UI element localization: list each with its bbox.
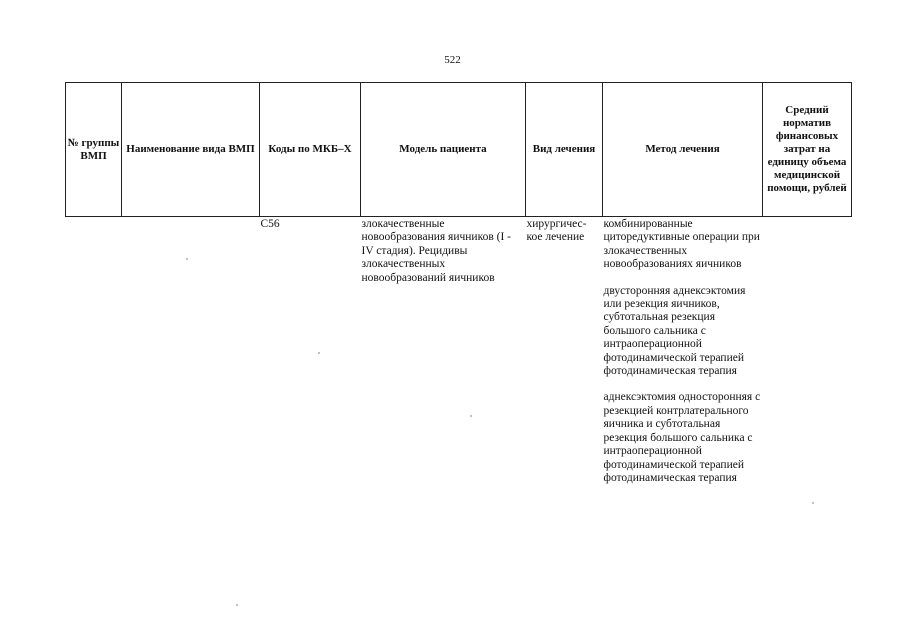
header-vmp-name: Наименование вида ВМП [122, 83, 260, 217]
scan-speck [812, 502, 814, 504]
header-group-number: № группы ВМП [66, 83, 122, 217]
header-average-cost: Средний норматив финансовых затрат на единицу объема медицинской помощи, рублей [763, 83, 852, 217]
scan-speck [470, 415, 472, 417]
table-row [66, 217, 852, 486]
cell-treatment-methods [603, 217, 763, 486]
method-paragraph: комбинированные циторедуктивные операции при злокачественных новообразованиях яичников [603, 218, 760, 271]
cell-group-number [66, 217, 122, 486]
method-paragraph: аднексэктомия односторонняя с резекцией контрлатерального яичника и субтотальная резекция большого сальника с интраоперационной фотодинамической терапией фотодинамическая терапия [603, 391, 761, 484]
scan-speck [318, 352, 320, 354]
vmp-table-container [65, 82, 852, 485]
page-number: 522 [444, 54, 461, 66]
header-icd-codes: Коды по МКБ–X [260, 83, 361, 217]
cell-average-cost [763, 217, 852, 486]
cell-patient-model: злокачественные новообразования яичников (I - IV стадия). Рецидивы злокачественных новообразований яичников [361, 218, 511, 284]
scan-speck [236, 604, 238, 606]
method-paragraph: двусторонняя аднексэктомия или резекция яичников, субтотальная резекция большого сальника с интраоперационной фотодинамической терапией фотодинамическая терапия [603, 284, 746, 378]
header-treatment-type: Вид лечения [526, 83, 603, 217]
cell-icd-codes: C56 [260, 218, 280, 230]
header-treatment-method: Метод лечения [603, 83, 763, 217]
vmp-table [65, 82, 852, 485]
scan-speck [186, 258, 188, 260]
header-patient-model: Модель пациента [361, 83, 526, 217]
cell-treatment-type: хирургичес-кое лечение [526, 218, 587, 244]
cell-vmp-name [122, 217, 260, 486]
table-header-row [66, 83, 852, 217]
